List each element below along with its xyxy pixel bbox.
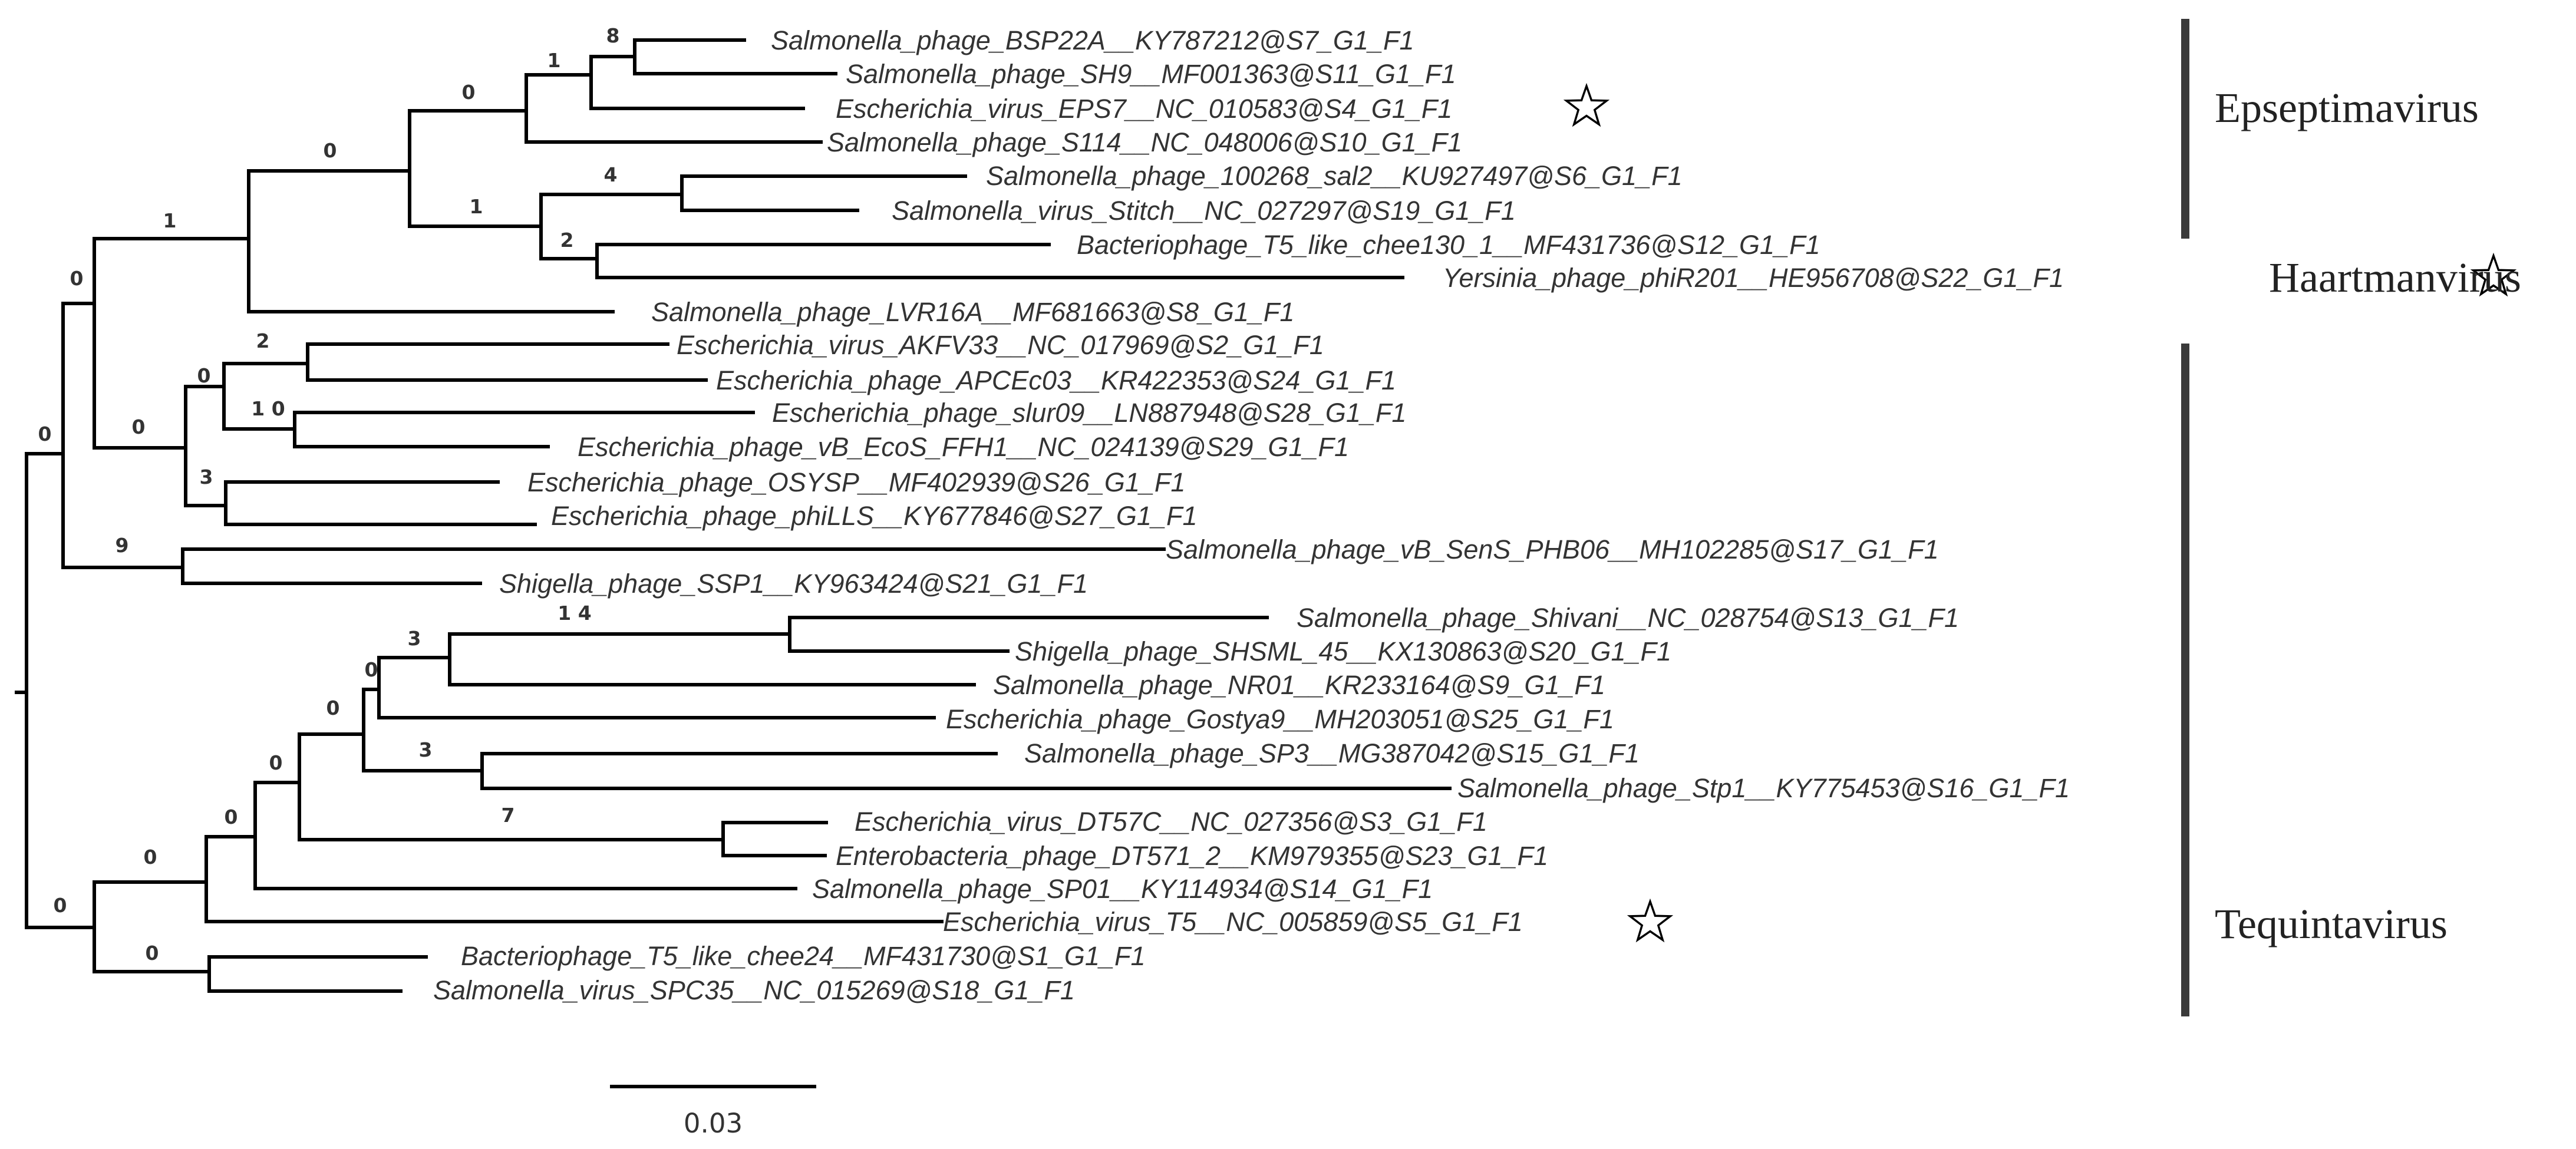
leaf-label: Salmonella_phage_Stp1__KY775453@S16_G1_F1 bbox=[1457, 773, 2070, 803]
leaf-label: Salmonella_virus_Stitch__NC_027297@S19_G1_F1 bbox=[892, 196, 1516, 226]
leaf-label: Salmonella_phage_S114__NC_048006@S10_G1_F1 bbox=[827, 127, 1463, 157]
support-value: 0 bbox=[364, 658, 378, 681]
support-value: 0 bbox=[70, 267, 84, 290]
support-value: 0 bbox=[461, 81, 476, 104]
support-value: 0 bbox=[323, 139, 337, 162]
clade-label-haartmanvirus: Haartmanvirus bbox=[2269, 254, 2521, 301]
support-value: 0 bbox=[131, 415, 146, 438]
star-markers bbox=[1566, 86, 2514, 940]
support-value: 1 0 bbox=[251, 397, 285, 420]
leaf-label: Escherichia_virus_AKFV33__NC_017969@S2_G1_F1 bbox=[677, 330, 1324, 360]
star-icon bbox=[1566, 86, 1607, 124]
leaf-label: Salmonella_phage_100268_sal2__KU927497@S6_G1_F1 bbox=[986, 161, 1683, 191]
leaf-label: Salmonella_phage_LVR16A__MF681663@S8_G1_F1 bbox=[651, 297, 1295, 327]
leaf-label: Escherichia_phage_OSYSP__MF402939@S26_G1_F1 bbox=[527, 467, 1186, 497]
leaf-label: Escherichia_phage_slur09__LN887948@S28_G1_F1 bbox=[772, 398, 1407, 428]
leaf-label: Escherichia_virus_EPS7__NC_010583@S4_G1_F1 bbox=[836, 94, 1453, 124]
support-value: 2 bbox=[560, 229, 574, 252]
support-value: 0 bbox=[269, 751, 283, 774]
clade-annotations bbox=[2185, 19, 2521, 1016]
leaf-label: Escherichia_phage_vB_EcoS_FFH1__NC_024139@S29_G1_F1 bbox=[578, 432, 1349, 462]
leaf-label: Salmonella_phage_SH9__MF001363@S11_G1_F1 bbox=[846, 59, 1456, 89]
leaf-label: Enterobacteria_phage_DT571_2__KM979355@S23_G1_F1 bbox=[836, 841, 1549, 871]
leaf-labels bbox=[433, 25, 2070, 1005]
clade-label-epseptimavirus: Epseptimavirus bbox=[2215, 84, 2479, 131]
support-value: 0 bbox=[143, 846, 157, 869]
leaf-label: Salmonella_phage_NR01__KR233164@S9_G1_F1 bbox=[993, 670, 1605, 700]
leaf-label: Salmonella_virus_SPC35__NC_015269@S18_G1_F1 bbox=[433, 975, 1075, 1005]
leaf-label: Escherichia_virus_DT57C__NC_027356@S3_G1_F1 bbox=[855, 807, 1487, 837]
leaf-label: Bacteriophage_T5_like_chee24__MF431730@S1_G1_F1 bbox=[461, 941, 1146, 971]
leaf-label: Shigella_phage_SHSML_45__KX130863@S20_G1_F1 bbox=[1015, 636, 1672, 666]
scale-bar-label: 0.03 bbox=[683, 1108, 743, 1139]
support-value: 7 bbox=[501, 804, 515, 827]
leaf-label: Escherichia_virus_T5__NC_005859@S5_G1_F1 bbox=[943, 907, 1523, 937]
support-value: 0 bbox=[224, 805, 238, 828]
support-value: 3 bbox=[418, 738, 433, 761]
leaf-label: Salmonella_phage_vB_SenS_PHB06__MH102285@S17_G1_F1 bbox=[1166, 534, 1939, 564]
support-value: 9 bbox=[115, 534, 129, 557]
star-icon bbox=[1630, 902, 1670, 940]
leaf-label: Escherichia_phage_phiLLS__KY677846@S27_G1_F1 bbox=[551, 501, 1198, 531]
support-value: 1 bbox=[547, 49, 561, 72]
support-value: 0 bbox=[38, 422, 52, 445]
clade-label-tequintavirus: Tequintavirus bbox=[2215, 900, 2448, 947]
support-value: 1 4 bbox=[558, 602, 592, 625]
support-value: 8 bbox=[606, 24, 620, 47]
leaf-label: Salmonella_phage_Shivani__NC_028754@S13_G1_F1 bbox=[1297, 603, 1959, 633]
support-value: 4 bbox=[603, 163, 618, 186]
leaf-label: Escherichia_phage_APCEc03__KR422353@S24_G1_F1 bbox=[716, 365, 1396, 395]
support-value: 3 bbox=[199, 465, 213, 488]
leaf-label: Salmonella_phage_BSP22A__KY787212@S7_G1_F1 bbox=[771, 25, 1414, 55]
support-value: 1 bbox=[163, 209, 177, 232]
support-value: 0 bbox=[326, 696, 340, 719]
support-value: 2 bbox=[256, 329, 270, 352]
support-value: 1 bbox=[469, 195, 483, 218]
leaf-label: Shigella_phage_SSP1__KY963424@S21_G1_F1 bbox=[499, 569, 1088, 599]
support-value: 0 bbox=[197, 364, 211, 387]
support-value: 3 bbox=[407, 627, 421, 650]
leaf-label: Salmonella_phage_SP01__KY114934@S14_G1_F1 bbox=[812, 874, 1433, 904]
support-value: 0 bbox=[53, 894, 67, 917]
leaf-label: Yersinia_phage_phiR201__HE956708@S22_G1_F1 bbox=[1443, 263, 2064, 293]
leaf-label: Escherichia_phage_Gostya9__MH203051@S25_G1_F1 bbox=[946, 704, 1614, 734]
support-value: 0 bbox=[145, 942, 159, 965]
scale-bar bbox=[610, 1087, 816, 1139]
leaf-label: Salmonella_phage_SP3__MG387042@S15_G1_F1 bbox=[1024, 738, 1640, 768]
leaf-label: Bacteriophage_T5_like_chee130_1__MF431736@S12_G1_F1 bbox=[1077, 230, 1820, 260]
